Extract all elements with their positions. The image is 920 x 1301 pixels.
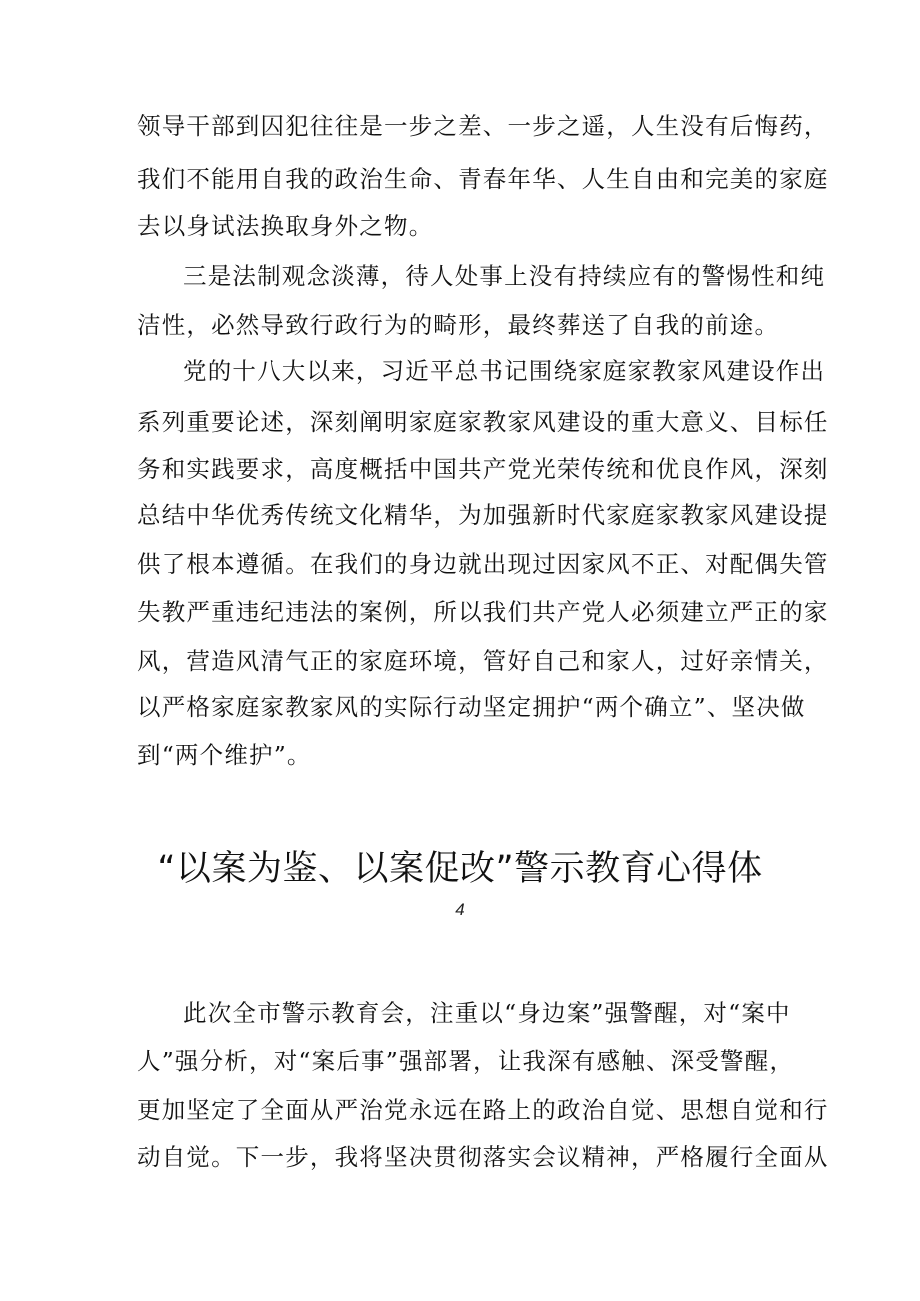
paragraph-first-line: 三是法制观念淡薄，待人处事上没有持续应有的警惕性和纯 <box>183 262 826 290</box>
paragraph-line: 更加坚定了全面从严治党永远在路上的政治自觉、思想自觉和行 <box>137 1096 829 1124</box>
paragraph-line: 到“两个维护”。 <box>137 741 312 769</box>
section-heading: “以案为鉴、以案促改”警示教育心得体 <box>157 849 763 889</box>
paragraph-line: 我们不能用自我的政治生命、青春年华、人生自由和完美的家庭 <box>137 165 829 193</box>
paragraph-line: 人”强分析，对“案后事”强部署，让我深有感触、深受警醒， <box>137 1047 795 1075</box>
paragraph-first-line: 党的十八大以来，习近平总书记围绕家庭家教家风建设作出 <box>183 357 826 385</box>
paragraph-line: 失教严重违纪违法的案例，所以我们共产党人必须建立严正的家 <box>137 598 829 626</box>
paragraph-line: 领导干部到囚犯往往是一步之差、一步之遥，人生没有后悔药， <box>137 112 829 140</box>
paragraph-first-line: 此次全市警示教育会，注重以“身边案”强警醒，对“案中 <box>183 999 791 1027</box>
paragraph-line: 动自觉。下一步，我将坚决贯彻落实会议精神，严格履行全面从 <box>137 1143 829 1171</box>
page-number: 4 <box>455 900 465 919</box>
paragraph-line: 供了根本遵循。在我们的身边就出现过因家风不正、对配偶失管 <box>137 550 829 578</box>
paragraph-line: 风，营造风清气正的家庭环境，管好自己和家人，过好亲情关， <box>137 647 829 675</box>
paragraph-line: 洁性，必然导致行政行为的畸形，最终葬送了自我的前途。 <box>137 311 780 339</box>
paragraph-line: 务和实践要求，高度概括中国共产党光荣传统和优良作风，深刻 <box>137 455 829 483</box>
paragraph-line: 总结中华优秀传统文化精华，为加强新时代家庭家教家风建设提 <box>137 501 829 529</box>
paragraph-line: 系列重要论述，深刻阐明家庭家教家风建设的重大意义、目标任 <box>137 408 829 436</box>
paragraph-line: 去以身试法换取身外之物。 <box>137 212 434 240</box>
paragraph-line: 以严格家庭家教家风的实际行动坚定拥护“两个确立”、坚决做 <box>137 693 806 721</box>
